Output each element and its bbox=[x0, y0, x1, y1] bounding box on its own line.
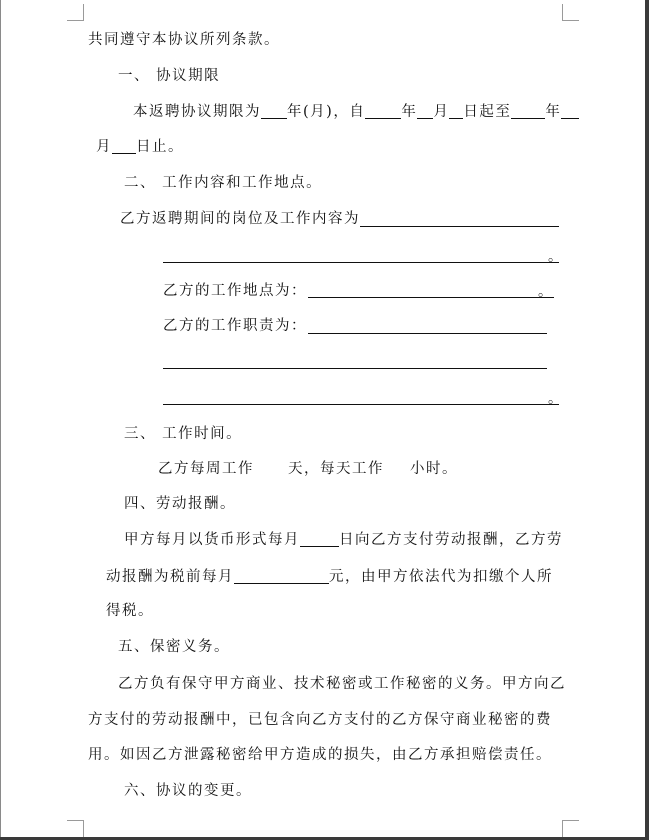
page-left-edge bbox=[0, 0, 1, 840]
post-blank-line-1 bbox=[360, 226, 559, 227]
secret-line-3: 用。如因乙方泄露秘密给甲方造成的损失，由乙方承担赔偿责任。 bbox=[88, 747, 552, 763]
crop-mark-bottom-left bbox=[67, 820, 84, 837]
term-line-2 bbox=[96, 137, 184, 157]
duty-blank-line-2 bbox=[163, 368, 547, 369]
place-label: 乙方的工作地点为： bbox=[163, 283, 307, 299]
blank-start-year bbox=[365, 103, 401, 119]
pay-line-1 bbox=[124, 530, 563, 550]
duty-label: 乙方的工作职责为： bbox=[163, 318, 307, 334]
pay-line-2 bbox=[106, 567, 553, 587]
pay-text-2a: 动报酬为税前每月 bbox=[106, 569, 234, 585]
time-text-2: 天，每天工作 bbox=[288, 461, 384, 477]
section-2-title: 二、 工作内容和工作地点。 bbox=[124, 175, 323, 191]
page-right-edge bbox=[645, 0, 649, 840]
intro-line: 共同遵守本协议所列条款。 bbox=[88, 32, 280, 48]
post-end-period: 。 bbox=[548, 249, 562, 265]
blank-end-month bbox=[561, 103, 579, 119]
crop-mark-top-right bbox=[562, 4, 579, 21]
pay-text-1b: 日向乙方支付劳动报酬，乙方劳 bbox=[339, 532, 563, 548]
time-line bbox=[158, 459, 458, 479]
blank-pay-amount bbox=[234, 568, 329, 584]
term-text-1: 本返聘协议期限为 bbox=[133, 104, 261, 120]
pay-text-1a: 甲方每月以货币形式每月 bbox=[124, 532, 300, 548]
term-text-4: 月 bbox=[433, 104, 450, 120]
post-blank-line-2 bbox=[163, 262, 559, 263]
duty-end-period: 。 bbox=[548, 391, 562, 407]
section-3-title: 三、 工作时间。 bbox=[124, 426, 243, 442]
section-1-title: 一、 协议期限 bbox=[118, 68, 221, 84]
term-line-1 bbox=[133, 102, 579, 122]
time-text-1: 乙方每周工作 bbox=[158, 461, 254, 477]
pay-text-2b: 元，由甲方依法代为扣缴个人所 bbox=[329, 569, 553, 585]
duty-blank-line-3 bbox=[163, 404, 559, 405]
blank-term-length bbox=[261, 103, 287, 119]
crop-mark-top-left bbox=[67, 4, 84, 21]
term-text-2: 年(月)，自 bbox=[287, 104, 366, 120]
place-end-period: 。 bbox=[538, 284, 552, 300]
blank-start-day bbox=[449, 103, 463, 119]
secret-line-1: 乙方负有保守甲方商业、技术秘密或工作秘密的义务。甲方向乙 bbox=[118, 676, 566, 692]
section-4-title: 四、劳动报酬。 bbox=[124, 496, 236, 512]
secret-line-2: 方支付的劳动报酬中，已包含向乙方支付的乙方保守商业秘密的费 bbox=[88, 712, 552, 728]
place-blank-line bbox=[308, 297, 554, 298]
term-text-7: 月 bbox=[96, 139, 112, 155]
time-text-3: 小时。 bbox=[410, 461, 458, 477]
term-text-3: 年 bbox=[401, 104, 418, 120]
blank-end-day bbox=[112, 138, 136, 154]
post-label: 乙方返聘期间的岗位及工作内容为 bbox=[120, 211, 360, 227]
duty-blank-line-1 bbox=[308, 333, 547, 334]
crop-mark-bottom-right bbox=[562, 820, 579, 837]
blank-start-month bbox=[417, 103, 433, 119]
term-text-8: 日止。 bbox=[136, 139, 184, 155]
term-text-6: 年 bbox=[545, 104, 562, 120]
pay-line-3: 得税。 bbox=[106, 603, 154, 619]
blank-end-year bbox=[511, 103, 545, 119]
section-6-title: 六、协议的变更。 bbox=[124, 783, 252, 799]
term-text-5: 日起至 bbox=[463, 104, 512, 120]
section-5-title: 五、保密义务。 bbox=[118, 639, 230, 655]
blank-pay-day bbox=[300, 531, 339, 547]
